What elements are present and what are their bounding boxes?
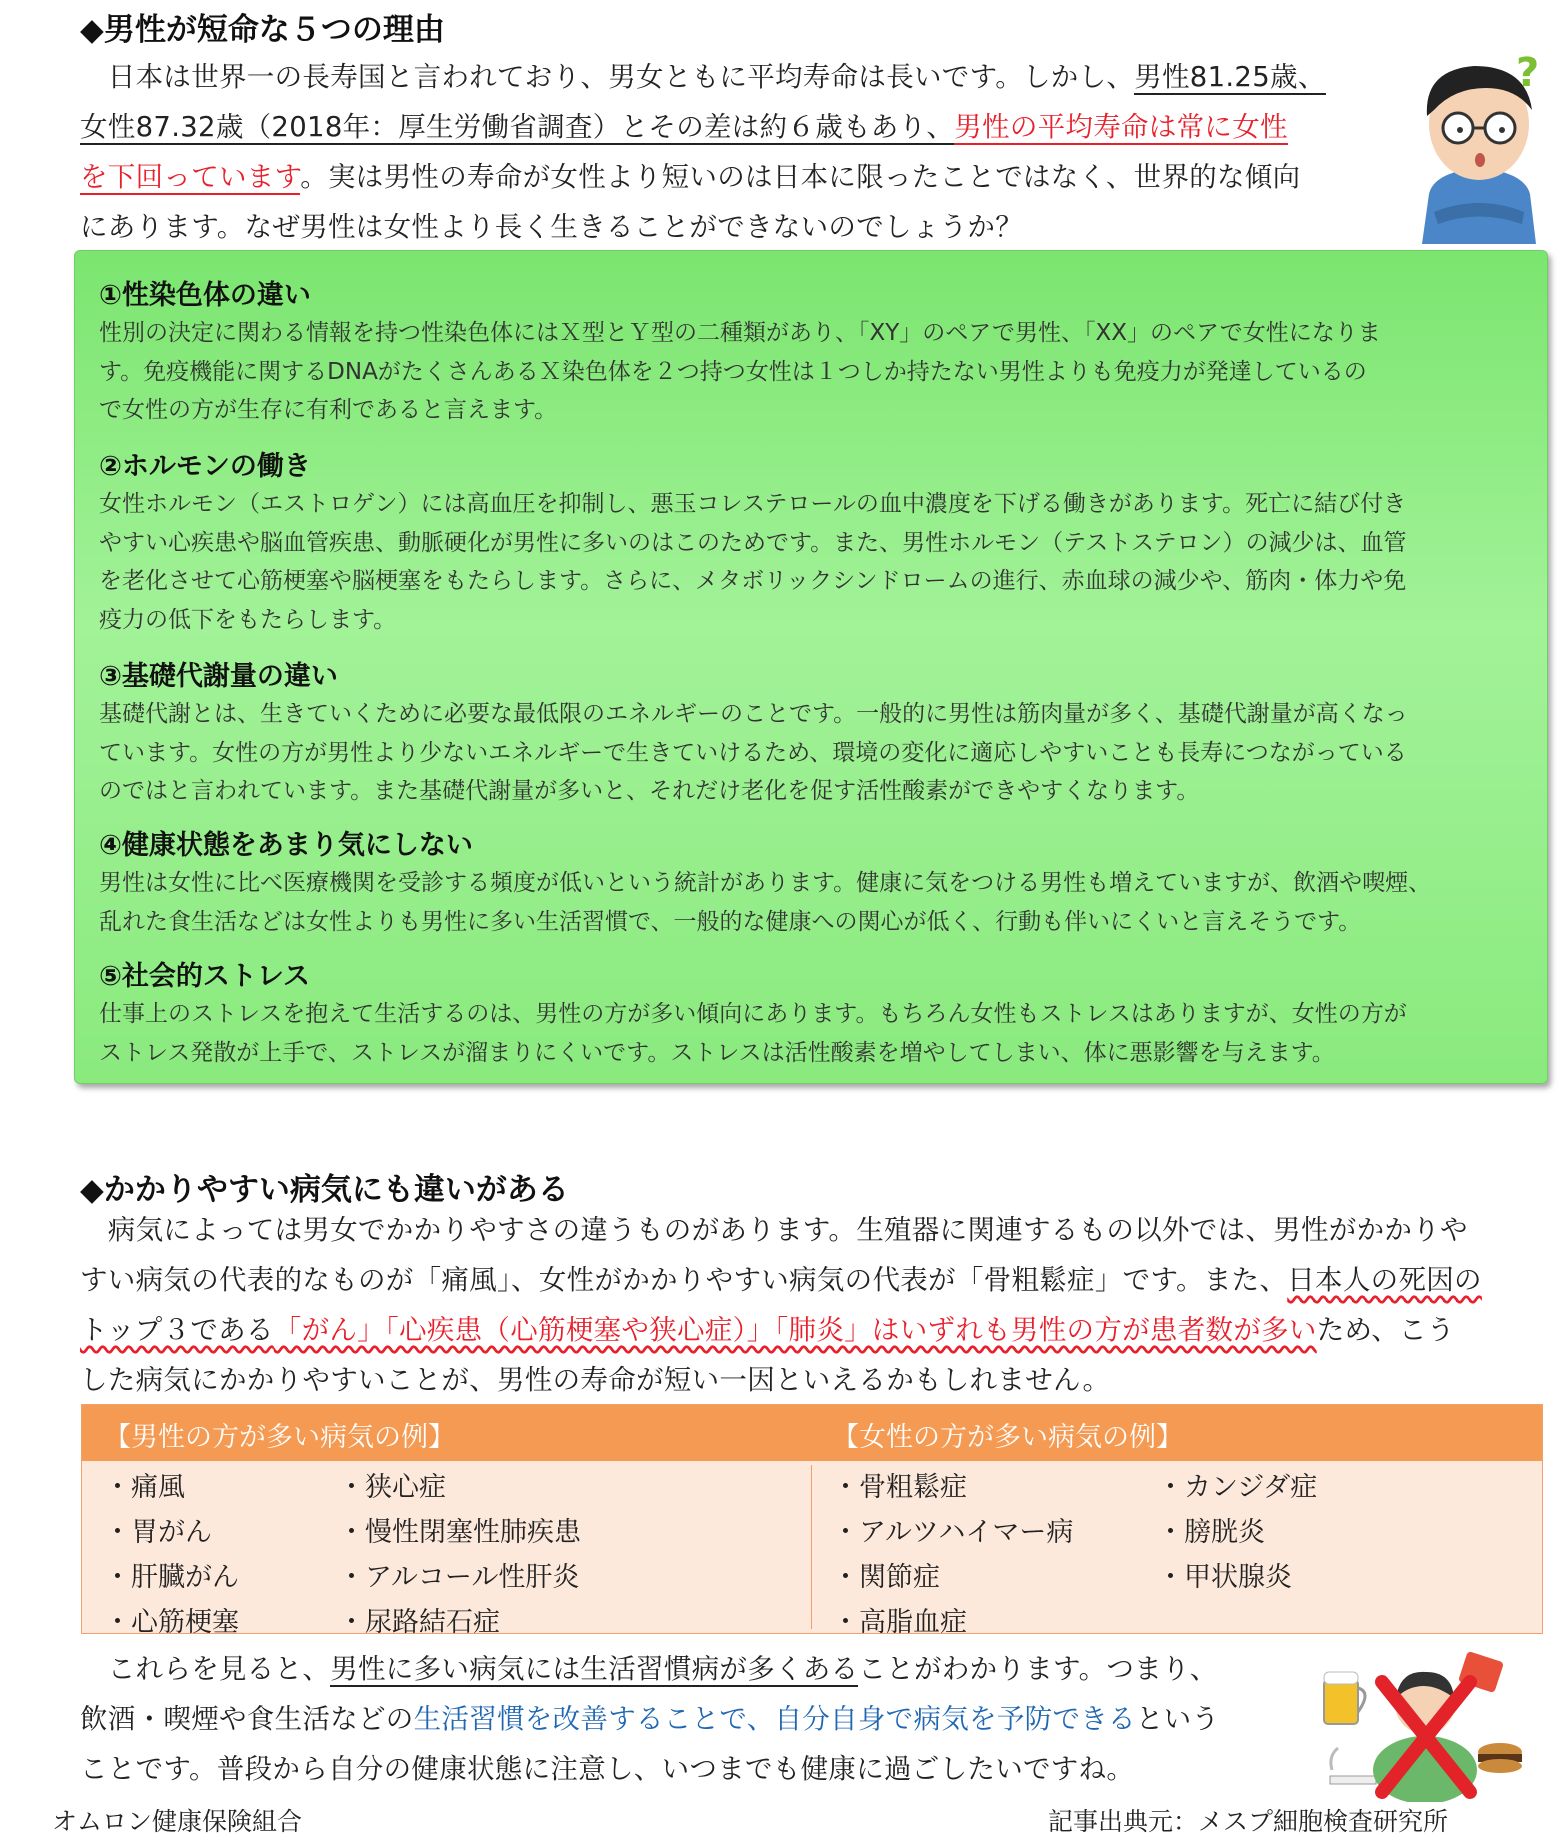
reason-body [99, 485, 1529, 639]
list-item: ・慢性閉塞性肺疾患 [338, 1517, 581, 1548]
table-divider [811, 1465, 812, 1629]
reason-body [99, 864, 1529, 941]
intro-underlined: 女性87.32歳（2018年：厚生労働省調査）とその差は約６歳もあり、 [80, 111, 955, 143]
reason-line: ています。女性の方が男性より少ないエネルギーで生きていけるため、環境の変化に適応しやすいことも長寿につながっている [99, 739, 1407, 766]
reason-line: のではと言われています。また基礎代謝量が多いと、それだけ老化を促す活性酸素ができやすくなります。 [99, 778, 1200, 804]
list-item: ・痛風 [104, 1472, 185, 1503]
male-col1 [104, 1465, 239, 1645]
footer-organization: オムロン健康保険組合 [52, 1807, 303, 1836]
list-item: ・胃がん [104, 1517, 212, 1548]
closing-paragraph [80, 1644, 1320, 1794]
list-item: ・関節症 [832, 1562, 940, 1593]
reason-line: 乱れた食生活などは女性よりも男性に多い生活習慣で、一般的な健康への関心が低く、行動も伴いにくいと言えそうです。 [99, 908, 1362, 935]
reason-title: ⑤社会的ストレス [99, 961, 311, 992]
para-line: ことです。普段から自分の健康状態に注意し、いつまでも健康に過ごしたいですね。 [80, 1753, 1135, 1785]
male-header: 【男性の方が多い病気の例】 [104, 1422, 455, 1453]
para-text: これらを見ると、 [80, 1653, 331, 1685]
reasons-box [74, 250, 1548, 1084]
section2-title: ◆かかりやすい病気にも違いがある [80, 1172, 569, 1208]
intro-line [80, 102, 1390, 152]
intro-line [80, 152, 1390, 202]
para-highlight-blue: 生活習慣を改善することで、自分自身で病気を予防できる [413, 1703, 1136, 1735]
intro-line: にあります。なぜ男性は女性より長く生きることができないのでしょうか？ [80, 211, 1023, 243]
reason-body [99, 314, 1529, 430]
intro-highlight-red: 男性の平均寿命は常に女性 [954, 111, 1288, 143]
thinking-man-icon [1404, 44, 1554, 244]
reason-title: ①性染色体の違い [99, 280, 311, 311]
list-item: ・アルツハイマー病 [832, 1517, 1074, 1548]
disease-table [81, 1404, 1543, 1638]
para-text: という [1135, 1703, 1220, 1735]
table-header [82, 1405, 1542, 1461]
list-item: ・肝臓がん [104, 1562, 239, 1593]
intro-highlight-red: を下回っています [80, 161, 301, 193]
reason-title: ②ホルモンの働き [99, 451, 311, 482]
reason-line: 性別の決定に関わる情報を持つ性染色体にはＸ型とＹ型の二種類があり、「XY」のペアで男性、「XX」のペアで女性になりま [99, 320, 1381, 346]
list-item: ・膀胱炎 [1157, 1517, 1265, 1548]
male-col2 [338, 1465, 581, 1645]
reason-title: ③基礎代謝量の違い [99, 661, 338, 692]
section1-intro [80, 52, 1390, 252]
intro-text: 。実は男性の寿命が女性より短いのは日本に限ったことではなく、世界的な傾向 [300, 161, 1301, 193]
list-item: ・アルコール性肝炎 [338, 1562, 580, 1593]
list-item: ・高脂血症 [832, 1607, 967, 1638]
svg-text:?: ? [1516, 50, 1540, 96]
reason-title: ④健康状態をあまり気にしない [99, 830, 473, 861]
reason-line: 基礎代謝とは、生きていくために必要な最低限のエネルギーのことです。一般的に男性は筋肉量が多く、基礎代謝量が高くなっ [99, 701, 1408, 727]
reason-line: ストレス発散が上手で、ストレスが溜まりにくいです。ストレスは活性酸素を増やしてしまい、体に悪影響を与えます。 [99, 1039, 1335, 1066]
list-item: ・心筋梗塞 [104, 1607, 239, 1638]
list-item: ・カンジダ症 [1157, 1472, 1318, 1503]
para-text: ことがわかります。つまり、 [858, 1653, 1218, 1685]
para-line [80, 1255, 1545, 1305]
female-col1 [832, 1465, 1073, 1645]
female-header: 【女性の方が多い病気の例】 [832, 1422, 1183, 1453]
reason-body [99, 995, 1529, 1072]
para-line [80, 1644, 1320, 1694]
para-wavy-underline: トップ３である [80, 1314, 274, 1346]
reason-body [99, 695, 1529, 811]
para-line: 病気によっては男女でかかりやすさの違うものがあります。生殖器に関連するもの以外では、男性がかかりや [80, 1214, 1468, 1246]
para-highlight-red: 「がん」「心疾患（心筋梗塞や狭心症）」「肺炎」はいずれも男性の方が患者数が多い [273, 1314, 1317, 1346]
para-line: した病気にかかりやすいことが、男性の寿命が短い一因といえるかもしれません。 [80, 1364, 1111, 1396]
para-text: すい病気の代表的なものが「痛風」、女性がかかりやすい病気の代表が「骨粗鬆症」です。また、 [80, 1264, 1288, 1296]
para-line [80, 1305, 1545, 1355]
section1-title: ◆男性が短命な５つの理由 [80, 12, 445, 48]
para-line [80, 1694, 1320, 1744]
para-wavy-underline: 日本人の死因の [1287, 1264, 1482, 1296]
list-item: ・尿路結石症 [338, 1607, 500, 1638]
para-underlined: 男性に多い病気には生活習慣病が多くある [330, 1653, 859, 1685]
reason-line: す。免疫機能に関するDNAがたくさんあるＸ染色体を２つ持つ女性は１つしか持たない男性よりも免疫力が発達しているの [99, 358, 1367, 385]
section2-paragraph [80, 1205, 1545, 1405]
intro-line [80, 52, 1390, 102]
reason-line: 女性ホルモン（エストロゲン）には高血圧を抑制し、悪玉コレステロールの血中濃度を下げる働きがあります。死亡に結び付き [99, 491, 1407, 517]
unhealthy-habits-icon [1320, 1652, 1530, 1802]
reason-line: 疫力の低下をもたらします。 [99, 606, 397, 633]
intro-text: 日本は世界一の長寿国と言われており、男女ともに平均寿命は長いです。しかし、 [80, 61, 1135, 93]
reason-line: を老化させて心筋梗塞や脳梗塞をもたらします。さらに、メタボリックシンドロームの進行、赤血球の減少や、筋肉・体力や免 [99, 568, 1407, 594]
list-item: ・狭心症 [338, 1472, 446, 1503]
reason-line: で女性の方が生存に有利であると言えます。 [99, 397, 558, 423]
reason-line: やすい心疾患や脳血管疾患、動脈硬化が男性に多いのはこのためです。また、男性ホルモン（テストステロン）の減少は、血管 [99, 529, 1407, 556]
para-text: ため、こう [1316, 1314, 1455, 1346]
intro-underlined: 男性81.25歳、 [1134, 61, 1326, 93]
para-text: 飲酒・喫煙や食生活などの [80, 1703, 414, 1735]
list-item: ・骨粗鬆症 [832, 1472, 967, 1503]
list-item: ・甲状腺炎 [1157, 1562, 1292, 1593]
female-col2 [1157, 1465, 1317, 1600]
reason-line: 仕事上のストレスを抱えて生活するのは、男性の方が多い傾向にあります。もちろん女性もストレスはありますが、女性の方が [99, 1001, 1407, 1027]
reason-line: 男性は女性に比べ医療機関を受診する頻度が低いという統計があります。健康に気をつける男性も増えていますが、飲酒や喫煙、 [99, 870, 1432, 896]
footer-source: 記事出典元：メスプ細胞検査研究所 [1048, 1807, 1449, 1836]
